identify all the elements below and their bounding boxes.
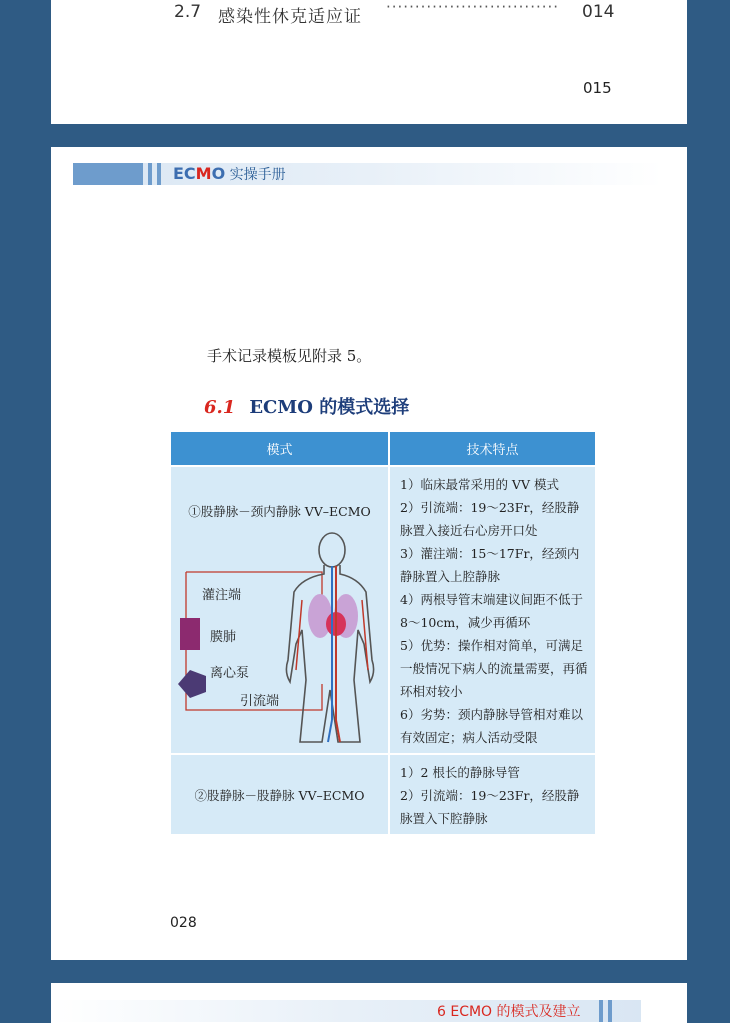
table-header-features: 技术特点 [389,432,595,466]
ecmo-circuit-figure [172,520,390,750]
toc-title: 感染性休克适应证 [218,7,362,27]
table-header-mode: 模式 [171,432,389,466]
diagram-label-outflow: 引流端 [240,694,280,709]
table-header-row [171,432,595,466]
page-number: 015 [583,79,612,97]
ecmo-diagram [172,520,387,750]
section-heading [204,393,409,419]
toc-number: 2.7 [174,2,202,22]
running-header [173,163,286,185]
vein-vessel [328,566,332,742]
section-title: ECMO 的模式选择 [249,397,410,418]
brand-logo: ECMO [173,164,226,183]
toc-leader-dots: ······························ [386,0,560,16]
diagram-label-oxygenator: 膜肺 [210,630,237,645]
toc-page-number: 014 [582,2,615,22]
next-page [51,983,687,1023]
feature-item: 1）临床最常采用的 VV 模式 [400,477,559,492]
feature-item: 6）劣势：颈内静脉导管相对难以有效固定；病人活动受限 [400,707,583,745]
pump-shape [178,670,206,698]
oxygenator-block [180,618,200,650]
header-subtitle: 实操手册 [229,167,286,183]
mode-name: ①股静脉－颈内静脉 VV–ECMO [188,504,371,519]
header-accent-bar [608,1000,612,1022]
feature-item: 3）灌注端：15～17Fr，经颈内静脉置入上腔静脉 [400,546,580,584]
feature-item: 2）引流端：19～23Fr，经股静脉置入接近右心房开口处 [400,500,580,538]
diagram-label-pump: 离心泵 [210,666,250,681]
table-cell-features [389,754,595,834]
diagram-label-inflow: 灌注端 [202,588,242,603]
artery-vessel [336,566,340,742]
running-header: 6 ECMO 的模式及建立 [437,1004,581,1020]
page-number: 028 [170,915,197,931]
feature-item: 5）优势：操作相对简单，可满足一般情况下病人的流量需要，再循环相对较小 [400,638,588,699]
feature-item: 1）2 根长的静脉导管 [400,765,520,780]
header-accent-bar [599,1000,603,1022]
header-accent-block [73,163,143,185]
table-cell-features [389,466,595,754]
mode-table [171,432,595,834]
header-band [73,163,663,185]
header-accent-bar [148,163,152,185]
feature-item: 2）引流端：19～23Fr，经股静脉置入下腔静脉 [400,788,580,826]
body-paragraph: 手术记录模板见附录 5。 [207,347,372,365]
table-cell-mode [171,466,389,754]
previous-page [51,0,687,124]
table-row [171,754,595,834]
toc-entry[interactable] [174,0,615,27]
section-number: 6.1 [204,397,236,418]
mode-name: ②股静脉－股静脉 VV–ECMO [194,787,365,803]
header-accent-bar [157,163,161,185]
table-row [171,466,595,754]
table-cell-mode [171,754,389,834]
feature-item: 4）两根导管末端建议间距不低于 8～10cm，减少再循环 [400,592,583,630]
current-page [51,147,687,960]
